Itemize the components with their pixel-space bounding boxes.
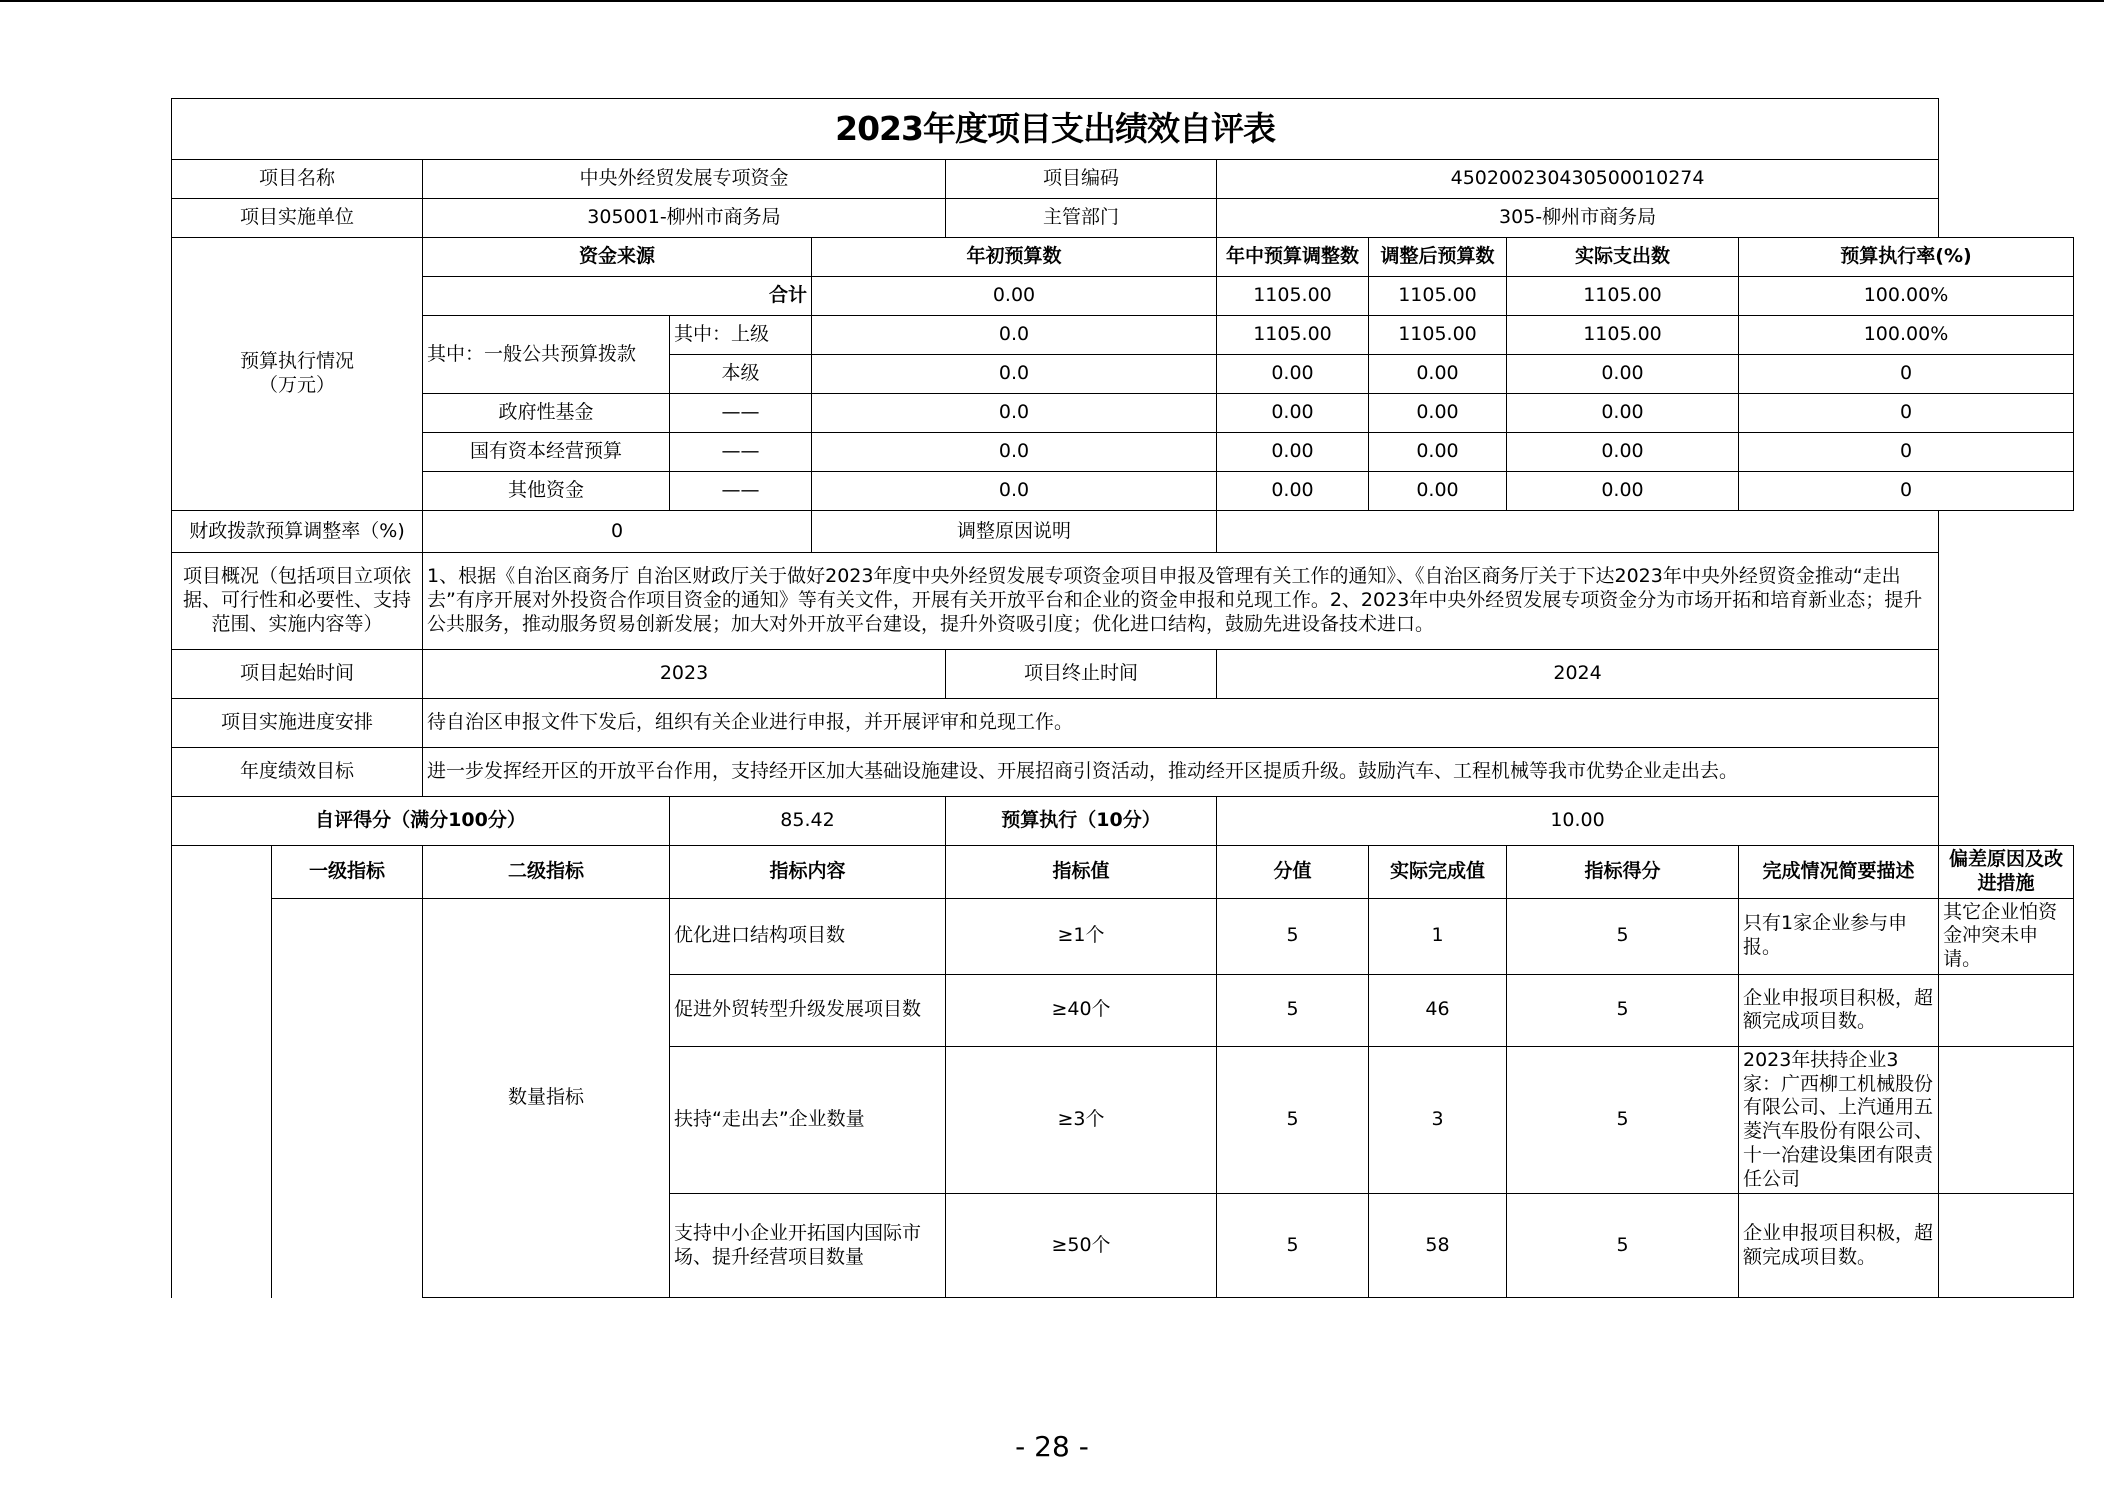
indicator-blank-cell bbox=[172, 846, 272, 899]
state-capital-actual: 0.00 bbox=[1507, 433, 1739, 472]
header-adjusted-budget: 调整后预算数 bbox=[1369, 238, 1507, 277]
indicator-content: 优化进口结构项目数 bbox=[670, 898, 946, 974]
total-actual: 1105.00 bbox=[1507, 277, 1739, 316]
other-fund-label: 其他资金 bbox=[423, 472, 670, 511]
unit-value: 305001-柳州市商务局 bbox=[423, 199, 946, 238]
other-fund-mid: 0.00 bbox=[1217, 472, 1369, 511]
gov-fund-actual: 0.00 bbox=[1507, 394, 1739, 433]
total-rate: 100.00% bbox=[1739, 277, 2074, 316]
indicator-reason bbox=[1939, 1194, 2074, 1298]
level2-quantity: 数量指标 bbox=[423, 898, 670, 1298]
other-fund-adjusted: 0.00 bbox=[1369, 472, 1507, 511]
header-content: 指标内容 bbox=[670, 846, 946, 899]
indicator-desc: 企业申报项目积极，超额完成项目数。 bbox=[1739, 974, 1939, 1046]
project-code-label: 项目编码 bbox=[946, 160, 1217, 199]
header-initial-budget: 年初预算数 bbox=[812, 238, 1217, 277]
state-capital-adjusted: 0.00 bbox=[1369, 433, 1507, 472]
goal-text: 进一步发挥经开区的开放平台作用，支持经开区加大基础设施建设、开展招商引资活动，推动经开区提质升级。鼓励汽车、工程机械等我市优势企业走出去。 bbox=[423, 748, 1939, 797]
end-time-value: 2024 bbox=[1217, 650, 1939, 699]
state-capital-dash: —— bbox=[670, 433, 812, 472]
gov-fund-initial: 0.0 bbox=[812, 394, 1217, 433]
gov-fund-rate: 0 bbox=[1739, 394, 2074, 433]
total-initial: 0.00 bbox=[812, 277, 1217, 316]
header-actual-spend: 实际支出数 bbox=[1507, 238, 1739, 277]
gov-fund-dash: —— bbox=[670, 394, 812, 433]
dept-value: 305-柳州市商务局 bbox=[1217, 199, 1939, 238]
indicator-content: 扶持“走出去”企业数量 bbox=[670, 1046, 946, 1194]
indicator-points: 5 bbox=[1217, 974, 1369, 1046]
upper-mid: 1105.00 bbox=[1217, 316, 1369, 355]
other-fund-rate: 0 bbox=[1739, 472, 2074, 511]
upper-rate: 100.00% bbox=[1739, 316, 2074, 355]
local-mid: 0.00 bbox=[1217, 355, 1369, 394]
overview-label: 项目概况（包括项目立项依据、可行性和必要性、支持范围、实施内容等） bbox=[172, 553, 423, 650]
dept-label: 主管部门 bbox=[946, 199, 1217, 238]
header-points: 分值 bbox=[1217, 846, 1369, 899]
indicator-target: ≥40个 bbox=[946, 974, 1217, 1046]
project-name-value: 中央外经贸发展专项资金 bbox=[423, 160, 946, 199]
general-budget-label: 其中：一般公共预算拨款 bbox=[423, 316, 670, 394]
other-fund-dash: —— bbox=[670, 472, 812, 511]
indicator-points: 5 bbox=[1217, 1194, 1369, 1298]
schedule-label: 项目实施进度安排 bbox=[172, 699, 423, 748]
adjust-rate-label: 财政拨款预算调整率（%) bbox=[172, 511, 423, 553]
header-actual: 实际完成值 bbox=[1369, 846, 1507, 899]
indicator-desc: 只有1家企业参与申报。 bbox=[1739, 898, 1939, 974]
header-target: 指标值 bbox=[946, 846, 1217, 899]
indicator-actual: 3 bbox=[1369, 1046, 1507, 1194]
overview-text: 1、根据《自治区商务厅 自治区财政厅关于做好2023年度中央外经贸发展专项资金项目申报及管理有关工作的通知》、《自治区商务厅关于下达2023年中央外经贸资金推动“走出去”有序开展对外投资合作项目资金的通知》等有关文件，开展有关开放平台和企业的资金申报和兑现工作。2、2023年中央外经贸发展专项资金分为市场开拓和培育新业态；提升公共服务，推动服务贸易创新发展；加大对外开放平台建设，提升外资吸引度；优化进口结构，鼓励先进设备技术进口。 bbox=[423, 553, 1939, 650]
indicator-reason: 其它企业怕资金冲突未申请。 bbox=[1939, 898, 2074, 974]
local-adjusted: 0.00 bbox=[1369, 355, 1507, 394]
indicator-content: 支持中小企业开拓国内国际市场、提升经营项目数量 bbox=[670, 1194, 946, 1298]
header-fund-source: 资金来源 bbox=[423, 238, 812, 277]
self-score-label: 自评得分（满分100分） bbox=[172, 797, 670, 846]
local-rate: 0 bbox=[1739, 355, 2074, 394]
indicator-desc: 2023年扶持企业3家：广西柳工机械股份有限公司、上汽通用五菱汽车股份有限公司、十一冶建设集团有限责任公司 bbox=[1739, 1046, 1939, 1194]
indicator-target: ≥3个 bbox=[946, 1046, 1217, 1194]
adjust-reason-value bbox=[1217, 511, 1939, 553]
end-time-label: 项目终止时间 bbox=[946, 650, 1217, 699]
unit-label: 项目实施单位 bbox=[172, 199, 423, 238]
budget-section-label bbox=[172, 238, 423, 511]
budget-exec-score-value: 10.00 bbox=[1217, 797, 1939, 846]
gov-fund-label: 政府性基金 bbox=[423, 394, 670, 433]
header-exec-rate: 预算执行率(%) bbox=[1739, 238, 2074, 277]
header-desc: 完成情况简要描述 bbox=[1739, 846, 1939, 899]
table-title: 2023年度项目支出绩效自评表 bbox=[172, 99, 1939, 160]
start-time-value: 2023 bbox=[423, 650, 946, 699]
indicator-blank-cell bbox=[172, 898, 272, 1298]
schedule-text: 待自治区申报文件下发后，组织有关企业进行申报，并开展评审和兑现工作。 bbox=[423, 699, 1939, 748]
level1-cell bbox=[272, 898, 423, 1298]
project-code-value: 450200230430500010274 bbox=[1217, 160, 1939, 199]
indicator-reason bbox=[1939, 974, 2074, 1046]
total-adjusted: 1105.00 bbox=[1369, 277, 1507, 316]
upper-label: 其中：上级 bbox=[670, 316, 812, 355]
performance-self-evaluation-table bbox=[171, 98, 2074, 1298]
adjust-rate-value: 0 bbox=[423, 511, 812, 553]
header-level2: 二级指标 bbox=[423, 846, 670, 899]
goal-label: 年度绩效目标 bbox=[172, 748, 423, 797]
indicator-actual: 58 bbox=[1369, 1194, 1507, 1298]
budget-section-unit: （万元） bbox=[258, 374, 335, 396]
local-actual: 0.00 bbox=[1507, 355, 1739, 394]
self-score-value: 85.42 bbox=[670, 797, 946, 846]
indicator-reason bbox=[1939, 1046, 2074, 1194]
indicator-actual: 46 bbox=[1369, 974, 1507, 1046]
other-fund-actual: 0.00 bbox=[1507, 472, 1739, 511]
header-score: 指标得分 bbox=[1507, 846, 1739, 899]
indicator-target: ≥1个 bbox=[946, 898, 1217, 974]
upper-adjusted: 1105.00 bbox=[1369, 316, 1507, 355]
upper-initial: 0.0 bbox=[812, 316, 1217, 355]
header-level1: 一级指标 bbox=[272, 846, 423, 899]
total-label: 合计 bbox=[423, 277, 812, 316]
project-name-label: 项目名称 bbox=[172, 160, 423, 199]
header-mid-adjust: 年中预算调整数 bbox=[1217, 238, 1369, 277]
upper-actual: 1105.00 bbox=[1507, 316, 1739, 355]
indicator-content: 促进外贸转型升级发展项目数 bbox=[670, 974, 946, 1046]
gov-fund-adjusted: 0.00 bbox=[1369, 394, 1507, 433]
indicator-points: 5 bbox=[1217, 1046, 1369, 1194]
indicator-desc: 企业申报项目积极，超额完成项目数。 bbox=[1739, 1194, 1939, 1298]
state-capital-mid: 0.00 bbox=[1217, 433, 1369, 472]
indicator-actual: 1 bbox=[1369, 898, 1507, 974]
state-capital-initial: 0.0 bbox=[812, 433, 1217, 472]
indicator-score: 5 bbox=[1507, 1046, 1739, 1194]
other-fund-initial: 0.0 bbox=[812, 472, 1217, 511]
budget-exec-score-label: 预算执行（10分） bbox=[946, 797, 1217, 846]
total-mid: 1105.00 bbox=[1217, 277, 1369, 316]
local-label: 本级 bbox=[670, 355, 812, 394]
state-capital-rate: 0 bbox=[1739, 433, 2074, 472]
page-number: - 28 - bbox=[1015, 1430, 1089, 1463]
local-initial: 0.0 bbox=[812, 355, 1217, 394]
indicator-score: 5 bbox=[1507, 974, 1739, 1046]
indicator-score: 5 bbox=[1507, 898, 1739, 974]
gov-fund-mid: 0.00 bbox=[1217, 394, 1369, 433]
adjust-reason-label: 调整原因说明 bbox=[812, 511, 1217, 553]
start-time-label: 项目起始时间 bbox=[172, 650, 423, 699]
indicator-points: 5 bbox=[1217, 898, 1369, 974]
indicator-target: ≥50个 bbox=[946, 1194, 1217, 1298]
state-capital-label: 国有资本经营预算 bbox=[423, 433, 670, 472]
page-top-border bbox=[0, 0, 2104, 2]
indicator-score: 5 bbox=[1507, 1194, 1739, 1298]
budget-section-title: 预算执行情况 bbox=[239, 350, 354, 373]
header-reason: 偏差原因及改进措施 bbox=[1939, 846, 2074, 899]
